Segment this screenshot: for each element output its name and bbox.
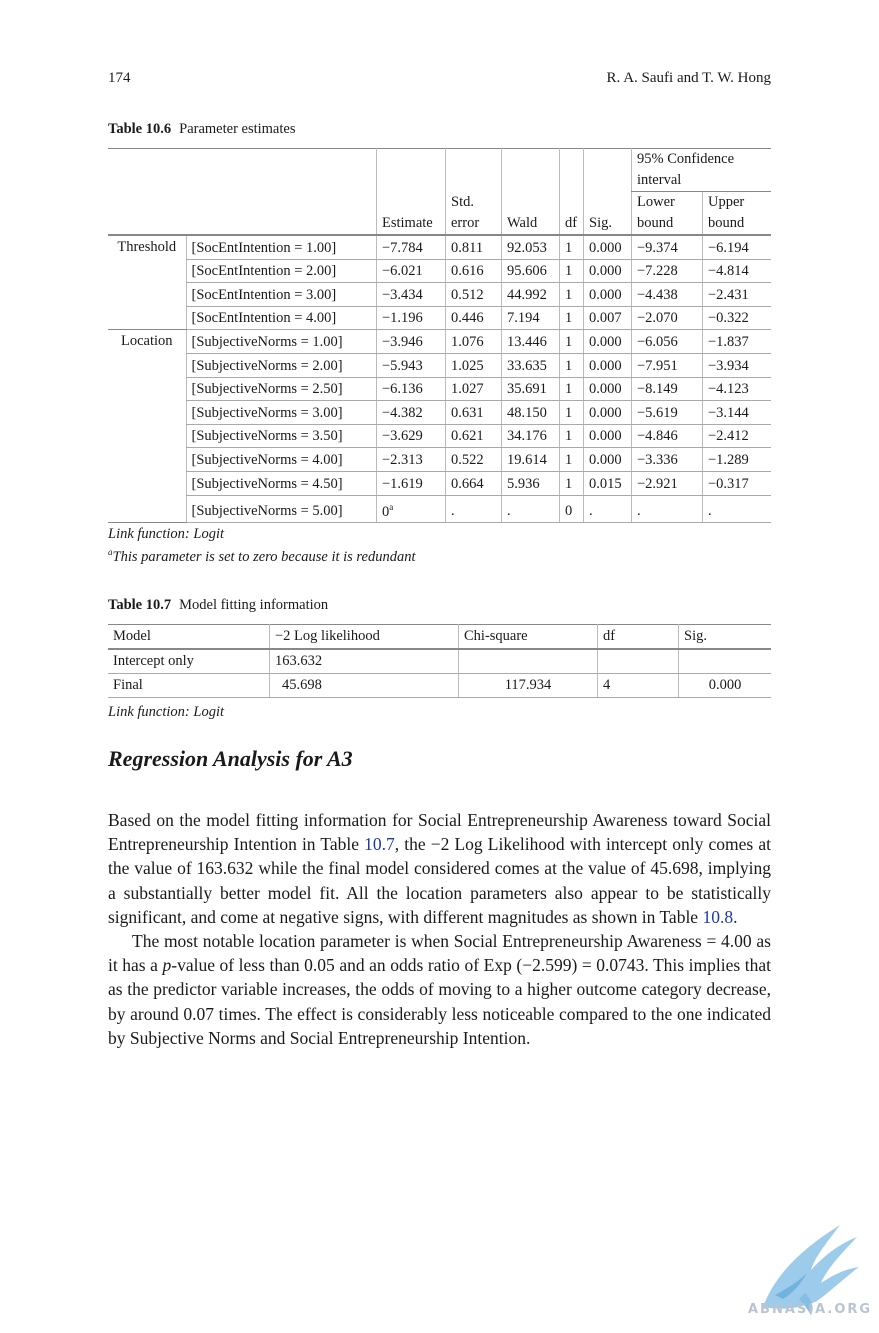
group-label: Threshold	[108, 235, 186, 330]
header-wald: Wald	[502, 149, 560, 236]
table-10-6-caption	[108, 121, 295, 138]
watermark-text: ABNASIA.ORG	[748, 1302, 873, 1317]
cell-estimate: −1.196	[377, 306, 446, 330]
cell-wald: .	[502, 495, 560, 523]
table-body	[108, 235, 771, 523]
cell-wald: 44.992	[502, 283, 560, 307]
cell-sig: 0.000	[584, 330, 632, 354]
cell-df: 1	[560, 353, 584, 377]
cell-sig: 0.000	[584, 401, 632, 425]
cell-parameter: [SocEntIntention = 2.00]	[186, 259, 377, 283]
cell-std-error: 1.027	[446, 377, 502, 401]
header-sig: Sig.	[679, 625, 772, 650]
table-reference-link[interactable]: 10.7	[364, 834, 395, 855]
cell-df: 1	[560, 330, 584, 354]
header-blank	[108, 149, 186, 236]
table-row	[108, 424, 771, 448]
header-df: df	[560, 149, 584, 236]
cell-parameter: [SubjectiveNorms = 2.00]	[186, 353, 377, 377]
cell-df: 1	[560, 306, 584, 330]
cell-df: 1	[560, 424, 584, 448]
header-model: Model	[108, 625, 270, 650]
cell-std-error: 0.522	[446, 448, 502, 472]
cell-model: Final	[108, 674, 270, 698]
cell-wald: 48.150	[502, 401, 560, 425]
body-text	[108, 808, 771, 1050]
header-estimate: Estimate	[377, 149, 446, 236]
cell-log-likelihood: 45.698	[270, 674, 459, 698]
cell-sig: 0.000	[584, 353, 632, 377]
cell-sig: 0.007	[584, 306, 632, 330]
cell-parameter: [SubjectiveNorms = 1.00]	[186, 330, 377, 354]
header-df: df	[598, 625, 679, 650]
cell-estimate: −1.619	[377, 471, 446, 495]
table-10-6-footnote: $^a$This parameter is set to zero because it is redundant	[108, 547, 416, 565]
cell-estimate: −6.136	[377, 377, 446, 401]
page-number: 174	[108, 70, 131, 86]
cell-std-error: 0.664	[446, 471, 502, 495]
cell-estimate: −3.434	[377, 283, 446, 307]
cell-parameter: [SocEntIntention = 4.00]	[186, 306, 377, 330]
cell-lower-bound: −8.149	[632, 377, 703, 401]
cell-lower-bound: −4.846	[632, 424, 703, 448]
cell-parameter: [SubjectiveNorms = 4.50]	[186, 471, 377, 495]
cell-log-likelihood: 163.632	[270, 649, 459, 674]
header-confidence-interval: 95% Confidence interval	[632, 149, 772, 192]
table-row	[108, 471, 771, 495]
cell-df: 1	[560, 283, 584, 307]
cell-sig: 0.000	[584, 424, 632, 448]
table-label: Table 10.6	[108, 121, 172, 137]
table-title: Parameter estimates	[179, 121, 296, 137]
parameter-estimates-table	[108, 148, 771, 523]
header-chi-square: Chi-square	[459, 625, 598, 650]
cell-chi-square: 117.934	[459, 674, 598, 698]
cell-lower-bound: −2.921	[632, 471, 703, 495]
cell-std-error: 0.446	[446, 306, 502, 330]
table-row	[108, 235, 771, 259]
cell-parameter: [SocEntIntention = 3.00]	[186, 283, 377, 307]
cell-parameter: [SubjectiveNorms = 2.50]	[186, 377, 377, 401]
cell-lower-bound: −3.336	[632, 448, 703, 472]
cell-lower-bound: −4.438	[632, 283, 703, 307]
cell-sig: 0.000	[584, 283, 632, 307]
table-row	[108, 283, 771, 307]
table-label: Table 10.7	[108, 597, 172, 613]
model-fitting-table	[108, 624, 771, 698]
cell-lower-bound: −7.951	[632, 353, 703, 377]
table-10-7-link-note: Link function: Logit	[108, 704, 224, 720]
cell-std-error: 0.621	[446, 424, 502, 448]
header-upper-bound: Upper bound	[703, 192, 772, 236]
cell-chi-square	[459, 649, 598, 674]
group-label: Location	[108, 330, 186, 523]
table-title: Model fitting information	[179, 597, 329, 613]
table-row	[108, 448, 771, 472]
cell-estimate: −6.021	[377, 259, 446, 283]
cell-wald: 5.936	[502, 471, 560, 495]
cell-sig: 0.000	[584, 259, 632, 283]
cell-wald: 19.614	[502, 448, 560, 472]
cell-estimate: −2.313	[377, 448, 446, 472]
cell-df: 1	[560, 471, 584, 495]
cell-wald: 34.176	[502, 424, 560, 448]
cell-upper-bound: −4.814	[703, 259, 772, 283]
cell-upper-bound: .	[703, 495, 772, 523]
cell-std-error: 0.512	[446, 283, 502, 307]
cell-df: 1	[560, 235, 584, 259]
cell-df: 1	[560, 401, 584, 425]
cell-sig: 0.000	[584, 235, 632, 259]
table-10-7-caption	[108, 597, 328, 614]
cell-std-error: 0.616	[446, 259, 502, 283]
cell-model: Intercept only	[108, 649, 270, 674]
cell-std-error: 1.025	[446, 353, 502, 377]
cell-df: 1	[560, 448, 584, 472]
cell-wald: 35.691	[502, 377, 560, 401]
cell-upper-bound: −4.123	[703, 377, 772, 401]
cell-estimate: −3.629	[377, 424, 446, 448]
table-row	[108, 353, 771, 377]
table-row	[108, 306, 771, 330]
table-row	[108, 259, 771, 283]
cell-wald: 7.194	[502, 306, 560, 330]
cell-lower-bound: −5.619	[632, 401, 703, 425]
cell-estimate: −3.946	[377, 330, 446, 354]
header-log-likelihood: −2 Log likelihood	[270, 625, 459, 650]
cell-estimate: 0$^a$	[377, 495, 446, 523]
cell-sig: 0.015	[584, 471, 632, 495]
cell-upper-bound: −3.144	[703, 401, 772, 425]
cell-lower-bound: −2.070	[632, 306, 703, 330]
cell-parameter: [SubjectiveNorms = 4.00]	[186, 448, 377, 472]
cell-std-error: 0.631	[446, 401, 502, 425]
cell-parameter: [SubjectiveNorms = 3.00]	[186, 401, 377, 425]
cell-upper-bound: −3.934	[703, 353, 772, 377]
cell-estimate: −7.784	[377, 235, 446, 259]
cell-upper-bound: −2.412	[703, 424, 772, 448]
cell-sig	[679, 649, 772, 674]
table-row	[108, 649, 771, 674]
header-lower-bound: Lower bound	[632, 192, 703, 236]
cell-upper-bound: −1.289	[703, 448, 772, 472]
cell-wald: 92.053	[502, 235, 560, 259]
section-heading: Regression Analysis for A3	[108, 746, 353, 771]
paragraph: Based on the model fitting information for Social Entrepreneurship Awareness toward Social Entrepreneurship Intention in Table 10.7, the −2 Log Likelihood with intercept only comes at the value of 163.632 while the final model considered comes at the value of 45.698, implying a substantially better model fit. All the location parameters also appear to be statistically significant, and come at negative signs, with different magnitudes as shown in Table 10.8.	[108, 810, 771, 927]
running-head-authors: R. A. Saufi and T. W. Hong	[606, 70, 771, 86]
cell-upper-bound: −1.837	[703, 330, 772, 354]
header-std-error: Std. error	[446, 149, 502, 236]
cell-estimate: −4.382	[377, 401, 446, 425]
table-row	[108, 401, 771, 425]
cell-sig: 0.000	[584, 377, 632, 401]
table-10-6-link-note: Link function: Logit	[108, 526, 224, 542]
cell-lower-bound: −9.374	[632, 235, 703, 259]
cell-lower-bound: −7.228	[632, 259, 703, 283]
header-blank	[186, 149, 377, 236]
cell-df: 0	[560, 495, 584, 523]
cell-upper-bound: −6.194	[703, 235, 772, 259]
cell-df: 1	[560, 259, 584, 283]
cell-lower-bound: −6.056	[632, 330, 703, 354]
cell-std-error: 1.076	[446, 330, 502, 354]
cell-estimate: −5.943	[377, 353, 446, 377]
cell-df: 4	[598, 674, 679, 698]
cell-wald: 33.635	[502, 353, 560, 377]
cell-sig: 0.000	[584, 448, 632, 472]
cell-std-error: 0.811	[446, 235, 502, 259]
cell-parameter: [SocEntIntention = 1.00]	[186, 235, 377, 259]
cell-std-error: .	[446, 495, 502, 523]
table-row	[108, 330, 771, 354]
table-row	[108, 495, 771, 523]
cell-wald: 95.606	[502, 259, 560, 283]
table-row	[108, 377, 771, 401]
table-row	[108, 674, 771, 698]
paragraph: The most notable location parameter is when Social Entrepreneurship Awareness = 4.00 as it has a p-value of less than 0.05 and an odds ratio of Exp (−2.599) = 0.0743. This implies that as the predictor variable increases, the odds of moving to a higher outcome category decrease, by around 0.07 times. The effect is considerably less noticeable compared to the one indicated by Subjective Norms and Social Entrepreneurship Intention.	[108, 931, 771, 1048]
cell-sig: 0.000	[679, 674, 772, 698]
cell-wald: 13.446	[502, 330, 560, 354]
cell-upper-bound: −0.322	[703, 306, 772, 330]
header-sig: Sig.	[584, 149, 632, 236]
table-reference-link[interactable]: 10.8	[702, 906, 734, 927]
cell-upper-bound: −2.431	[703, 283, 772, 307]
cell-parameter: [SubjectiveNorms = 5.00]	[186, 495, 377, 523]
cell-upper-bound: −0.317	[703, 471, 772, 495]
cell-lower-bound: .	[632, 495, 703, 523]
cell-df	[598, 649, 679, 674]
cell-sig: .	[584, 495, 632, 523]
cell-df: 1	[560, 377, 584, 401]
cell-parameter: [SubjectiveNorms = 3.50]	[186, 424, 377, 448]
